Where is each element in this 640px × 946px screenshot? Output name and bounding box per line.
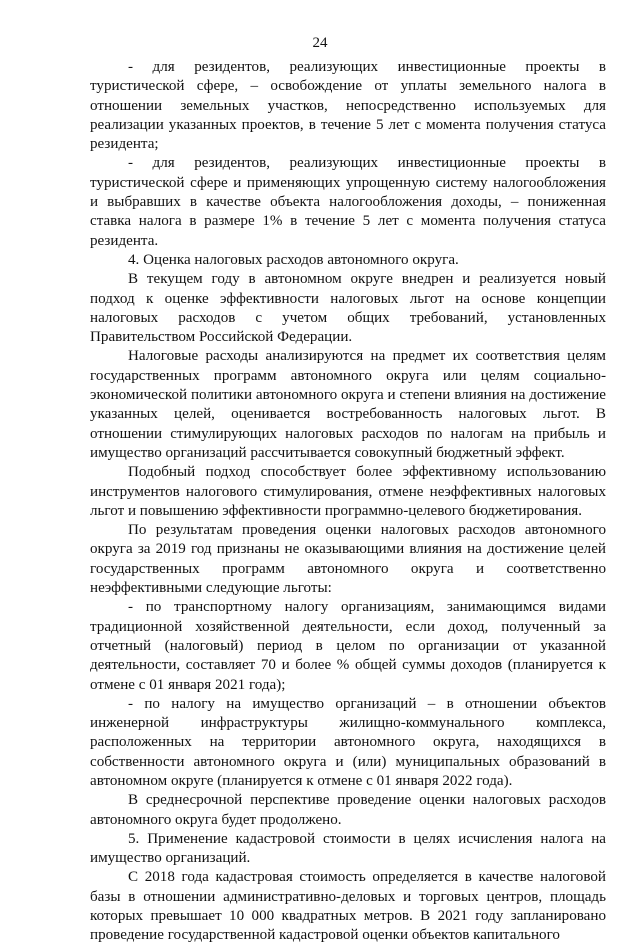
paragraph-medium-term-outlook: В среднесрочной перспективе проведение оценки налоговых расходов автономного округа будет продолжено. — [90, 792, 606, 828]
paragraph-property-tax-benefit: - по налогу на имущество организаций – в отношении объектов инженерной инфраструктуры жилищно-коммунального комплекса, расположенных на территории автономного округа, находящихся в собственности автономного округа и (или) муниципальных образований в автономном округе (планируется к отмене с 01 января 2022 года). — [90, 695, 606, 789]
section-heading-cadastral-value: 5. Применение кадастровой стоимости в целях исчисления налога на имущество организаций. — [90, 830, 606, 867]
paragraph-transport-tax-benefit: - по транспортному налогу организациям, занимающимся видами традиционной хозяйственной деятельности, если доход, полученный за отчетный (налоговый) период в целом по организации от указанной деятельности, составляет 70 и более % общей суммы доходов (планируется к отмене с 01 января 2021 года); — [90, 599, 606, 693]
section-heading-tax-expenditure-assessment: 4. Оценка налоговых расходов автономного округа. — [128, 251, 459, 268]
page-number: 24 — [312, 35, 328, 51]
paragraph-resident-land-tax: - для резидентов, реализующих инвестиционные проекты в туристической сфере, – освобождение от уплаты земельного налога в отношении земельных участков, непосредственно используемых для реализации указанных проектов, в течение 5 лет с момента получения статуса резидента; — [90, 59, 606, 153]
paragraph-new-approach: В текущем году в автономном округе внедрен и реализуется новый подход к оценке эффективности налоговых льгот на основе концепции налоговых расходов с учетом общих требований, установленных Правительством Российской Федерации. — [90, 271, 606, 346]
paragraph-resident-simplified-tax: - для резидентов, реализующих инвестиционные проекты в туристической сфере и применяющих упрощенную систему налогообложения и выбравших в качестве объекта налогообложения доходы, – пониженная ставка налога в размере 1% в течение 5 лет с момента получения статуса резидента. — [90, 155, 606, 249]
document-body — [90, 58, 606, 946]
paragraph-cadastral-value-2018: С 2018 года кадастровая стоимость определяется в качестве налоговой базы в отношении административно-деловых и торговых центров, площадь которых превышает 10 000 квадратных метров. В 2021 году запланировано проведение государственной кадастровой оценки объектов капитального — [90, 869, 606, 944]
paragraph-assessment-results: По результатам проведения оценки налоговых расходов автономного округа за 2019 год признаны не оказывающими влияния на достижение целей государственных программ автономного округа и соответственно неэффективными следующие льготы: — [90, 522, 606, 597]
paragraph-tax-expenditure-analysis: Налоговые расходы анализируются на предмет их соответствия целям государственных программ автономного округа или целям социально-экономической политики автономного округа и степени влияния на достижение указанных целей, оценивается востребованность налоговых льгот. В отношении стимулирующих налоговых расходов по налогам на прибыль и имущество организаций рассчитывается совокупный бюджетный эффект. — [90, 348, 606, 461]
paragraph-approach-benefits: Подобный подход способствует более эффективному использованию инструментов налогового стимулирования, отмене неэффективных налоговых льгот и повышению эффективности программно-целевого бюджетирования. — [90, 464, 606, 519]
